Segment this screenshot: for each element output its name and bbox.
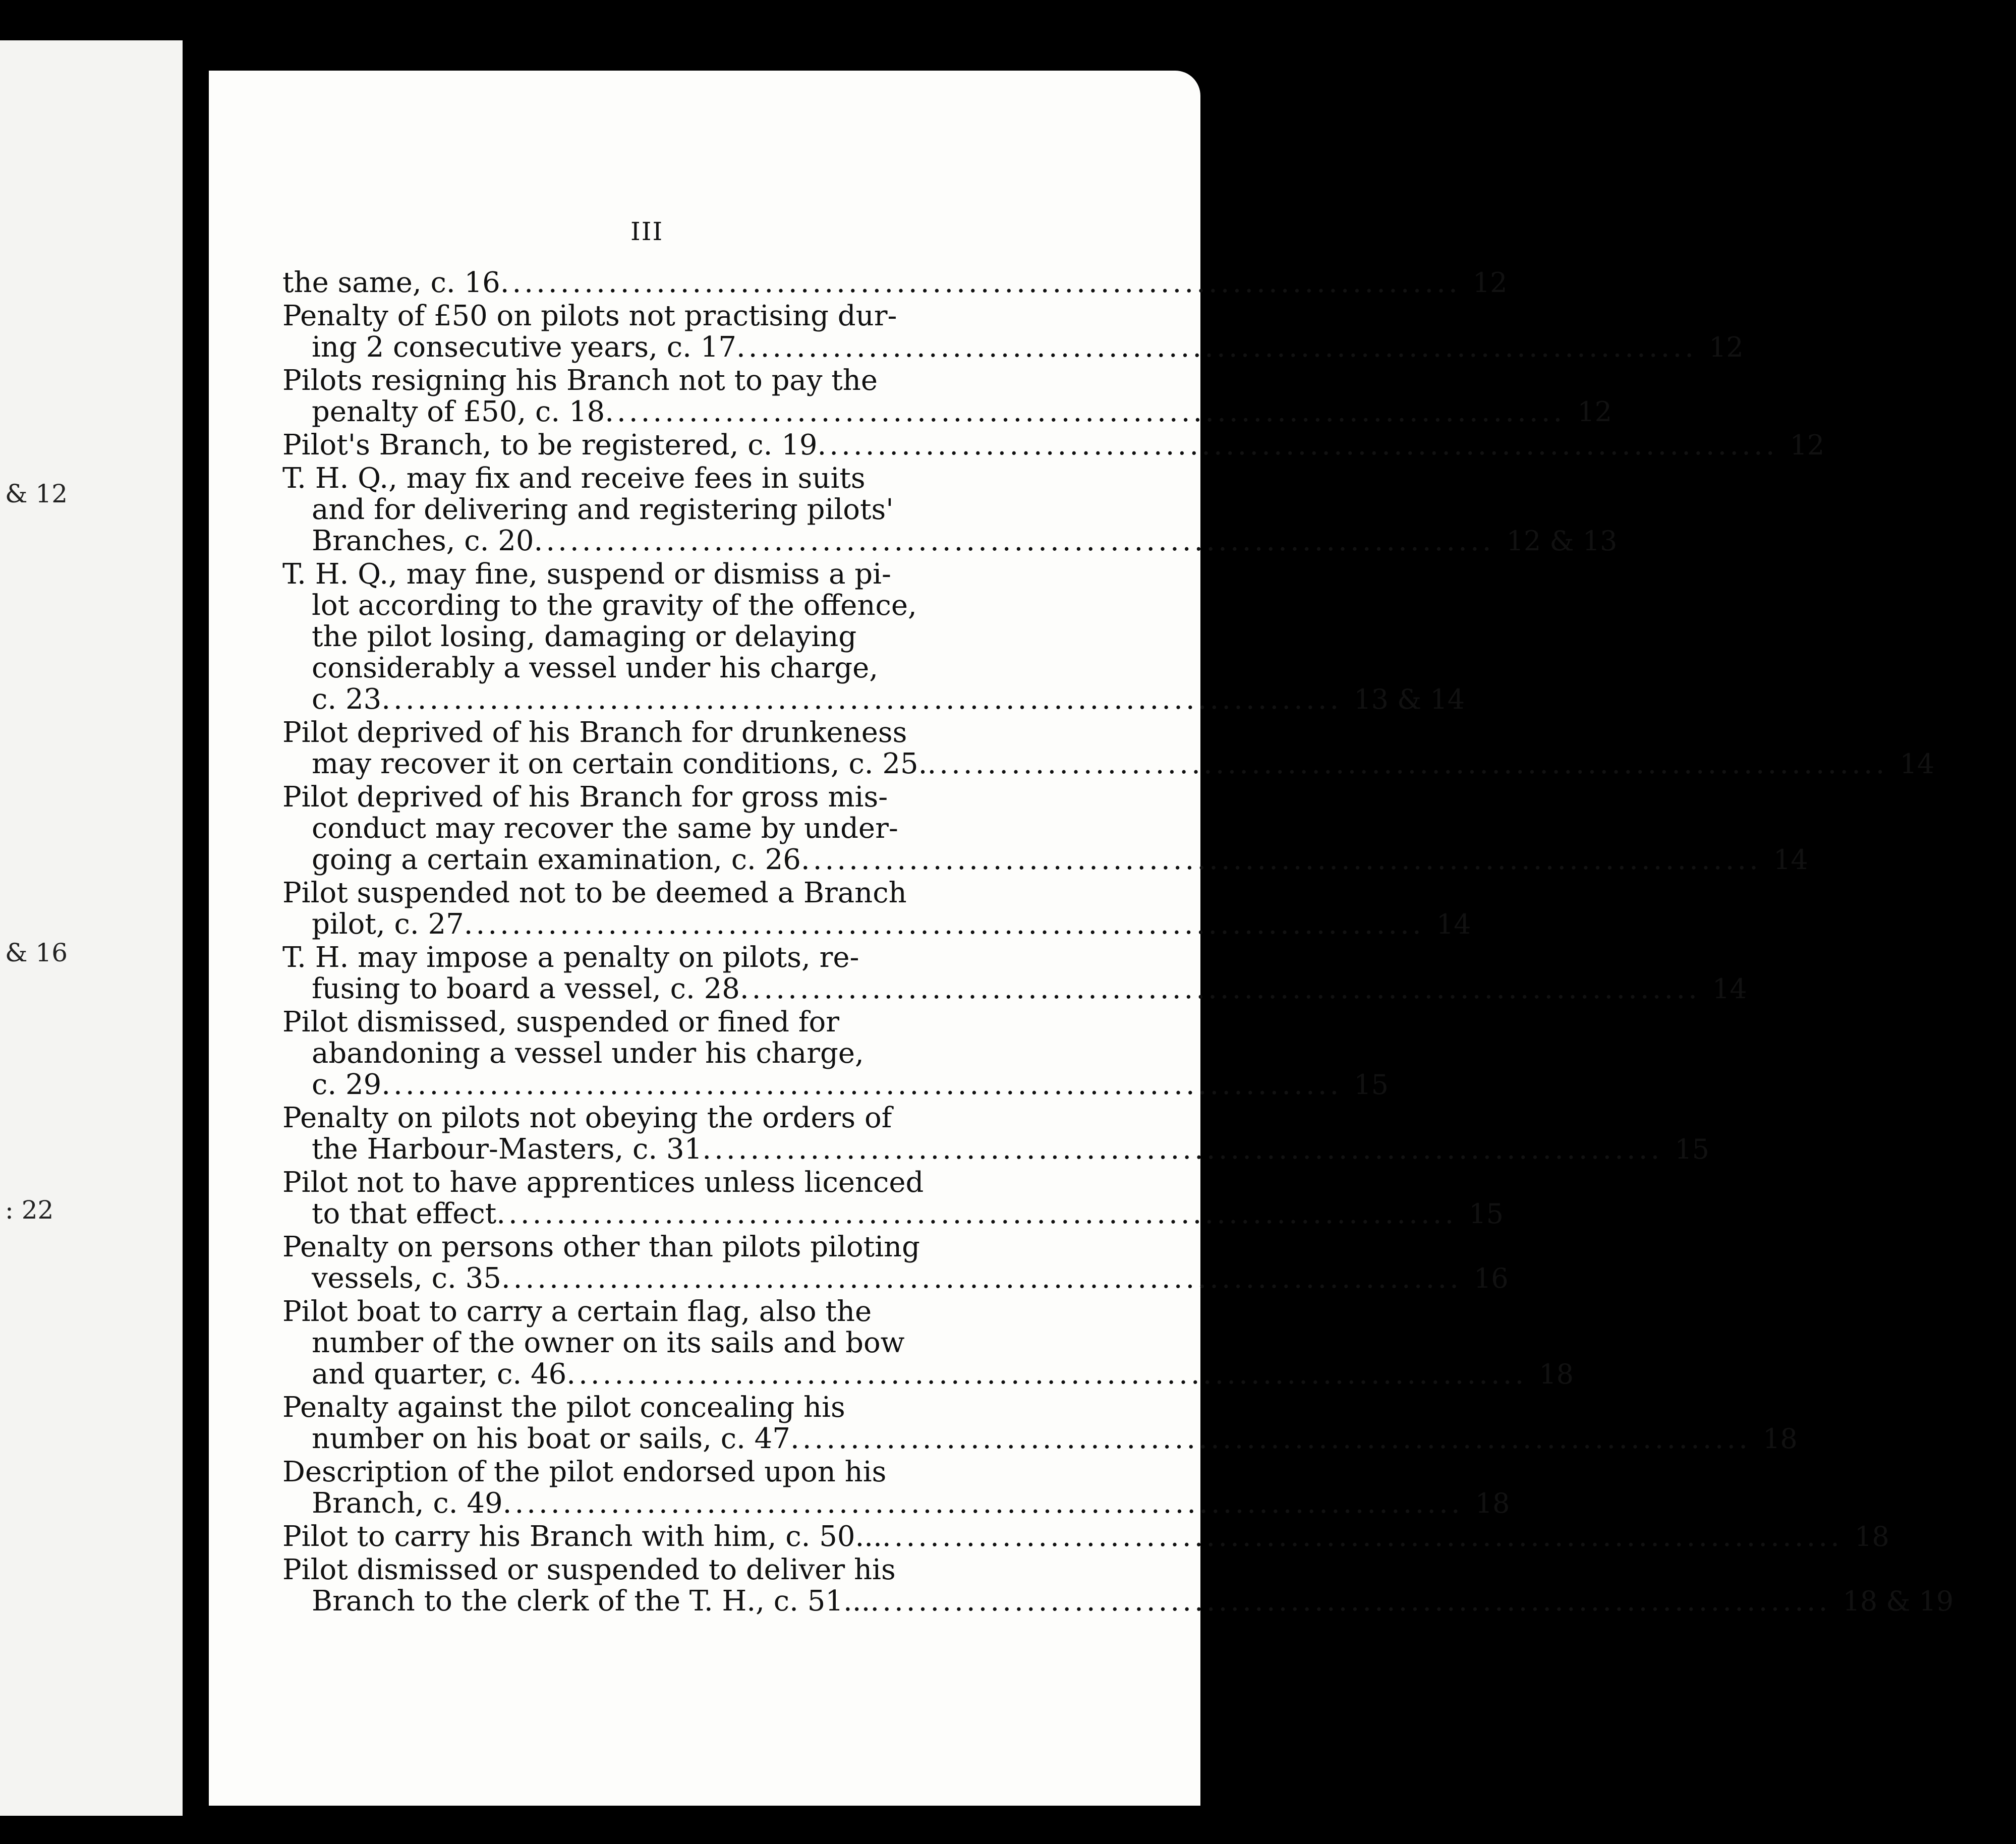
leader-dots: ................................................................................ [702,1133,1663,1166]
entry-text [282,782,1761,876]
entry-text [282,1007,1342,1101]
leader-dots: ................................................................................ [736,331,1697,364]
entry-line: Pilot boat to carry a certain flag, also the [282,1295,872,1328]
entry-page-ref: 14 [1773,844,1808,876]
leader-dots: ................................................................................ [790,1422,1751,1455]
entry-line: may recover it on certain conditions, c. 25................................................................................. [312,747,1888,780]
entry-line: c. 29................................................................................ [312,1068,1342,1101]
leader-dots: ................................................................................ [381,1068,1342,1101]
index-entry [282,877,1471,941]
entry-line: number of the owner on its sails and bow [312,1327,905,1359]
index-entry [282,1295,1574,1391]
entry-page-ref: 12 [1472,267,1508,299]
leader-dots: ................................................................................ [817,429,1778,462]
entry-page-ref: 15 [1469,1198,1504,1230]
leader-dots: ................................................................................ [882,1520,1842,1553]
entry-line: and quarter, c. 46................................................................................ [312,1358,1527,1391]
entry-text [282,463,1494,557]
index-entry [282,462,1618,557]
entry-text [282,365,1565,428]
leader-dots: ................................................................................ [502,1487,1463,1520]
entry-line: Penalty of £50 on pilots not practising dur- [282,300,897,332]
leader-dots: ................................................................................ [927,747,1888,780]
entry-page-ref: 15 [1675,1133,1710,1165]
entry-line: Branch to the clerk of the T. H., c. 51................................................................................... [312,1585,1831,1618]
entry-line: Penalty against the pilot concealing his [282,1391,845,1424]
entry-text [282,1392,1751,1455]
entry-page-ref: 18 & 19 [1842,1585,1954,1617]
entry-text [282,267,1461,299]
entry-line: number on his boat or sails, c. 47................................................................................ [312,1422,1751,1455]
entry-line: lot according to the gravity of the offence, [312,589,917,622]
index-entry [282,716,1935,780]
entry-text [282,1296,1527,1390]
entry-line: the Harbour-Masters, c. 31................................................................................ [312,1133,1663,1166]
index-entry [282,1456,1510,1520]
entry-line: T. H. Q., may fine, suspend or dismiss a pi- [282,558,891,591]
entry-line: abandoning a vessel under his charge, [312,1037,864,1070]
index-entry [282,300,1744,364]
entry-line: Pilot suspended not to be deemed a Branch [282,877,907,909]
entry-line: T. H. Q., may fix and receive fees in suits [282,462,866,495]
leader-dots: ................................................................................ [496,1197,1457,1230]
entry-line: Pilot deprived of his Branch for drunkeness [282,716,907,749]
index-entry [282,1102,1710,1166]
entry-text [282,1554,1830,1617]
leader-dots: ................................................................................ [501,1262,1462,1295]
entry-line: Branches, c. 20................................................................................ [312,525,1494,557]
entry-text [282,878,1424,940]
entry-page-ref: 14 [1899,748,1935,780]
index-entry [282,1553,1954,1618]
entry-line: Branch, c. 49................................................................................ [312,1487,1463,1520]
entry-page-ref: 18 [1475,1487,1510,1519]
leader-dots: ................................................................................ [566,1358,1527,1391]
entry-text [282,717,1888,780]
entry-line: fusing to board a vessel, c. 28................................................................................ [312,972,1700,1005]
entry-line: Description of the pilot endorsed upon his [282,1456,887,1488]
index-entry [282,941,1747,1005]
entry-text [282,301,1697,363]
entry-page-ref: 12 [1790,429,1825,461]
entry-line: Penalty on persons other than pilots piloting [282,1231,920,1263]
book-gutter [183,0,209,1844]
leader-dots: ................................................................................ [605,395,1566,428]
entry-page-ref: 15 [1354,1069,1389,1101]
index-entry [282,429,1825,462]
entry-line: Pilot to carry his Branch with him, c. 50................................................................................... [282,1520,1842,1553]
index-entry [282,781,1808,876]
entry-line: considerably a vessel under his charge, [312,652,879,684]
leader-dots: ................................................................................ [381,683,1342,716]
entry-line: c. 23................................................................................ [312,683,1342,716]
left-page-fragment: & 16 [5,938,68,967]
entry-page-ref: 12 & 13 [1506,525,1618,557]
entry-line: conduct may recover the same by under- [312,812,898,845]
entry-line: penalty of £50, c. 18................................................................................ [312,395,1566,428]
entry-page-ref: 13 & 14 [1354,683,1465,715]
entry-line: vessels, c. 35................................................................................ [312,1262,1462,1295]
entry-line: Penalty on pilots not obeying the orders of [282,1102,892,1134]
index-entry [282,364,1612,428]
entry-line: and for delivering and registering pilots' [312,493,894,526]
entry-line: T. H. may impose a penalty on pilots, re- [282,941,859,974]
index-entry [282,266,1508,299]
entry-line: ing 2 consecutive years, c. 17................................................................................ [312,331,1697,364]
entry-text [282,559,1342,715]
entry-line: Pilot's Branch, to be registered, c. 19................................................................................ [282,429,1778,462]
entry-line: going a certain examination, c. 26................................................................................ [312,843,1761,876]
entry-text [282,1521,1842,1552]
index-entry [282,1006,1389,1101]
entry-line: Pilot deprived of his Branch for gross mis- [282,781,888,814]
index-entry [282,1166,1504,1230]
entry-page-ref: 18 [1763,1423,1798,1455]
entry-line: to that effect................................................................................ [312,1197,1457,1230]
entry-page-ref: 14 [1712,973,1747,1005]
entry-text [282,1232,1462,1294]
entry-text [282,1167,1457,1230]
entry-line: Pilot not to have apprentices unless licenced [282,1166,924,1199]
entry-page-ref: 16 [1473,1262,1509,1294]
entry-line: Pilot dismissed, suspended or fined for [282,1006,840,1039]
page-number: III [630,217,664,246]
leader-dots: ................................................................................ [739,972,1700,1005]
leader-dots: ................................................................................ [800,843,1761,876]
entry-page-ref: 14 [1436,908,1471,940]
left-page-fragment: & 12 [5,479,68,508]
entry-page-ref: 12 [1577,396,1612,428]
index-entries [282,266,1954,1619]
left-page [0,40,183,1816]
entry-line: pilot, c. 27................................................................................ [312,908,1424,941]
index-entry [282,1391,1798,1455]
index-entry [282,558,1465,716]
index-entry [282,1520,1889,1553]
entry-line: the same, c. 16................................................................................ [282,266,1461,299]
index-entry [282,1231,1509,1295]
entry-line: Pilots resigning his Branch not to pay the [282,364,878,397]
leader-dots: ................................................................................ [534,525,1494,557]
entry-page-ref: 12 [1709,331,1744,363]
entry-page-ref: 18 [1854,1521,1889,1552]
entry-page-ref: 18 [1539,1358,1574,1390]
entry-text [282,942,1700,1005]
entry-text [282,430,1778,461]
entry-line: Pilot dismissed or suspended to deliver his [282,1553,896,1586]
leader-dots: ................................................................................ [464,908,1424,941]
leader-dots: ................................................................................ [500,266,1461,299]
entry-text [282,1457,1463,1519]
entry-text [282,1103,1662,1165]
leader-dots: ................................................................................ [870,1585,1831,1618]
left-page-fragment: : 22 [5,1195,54,1225]
entry-line: the pilot losing, damaging or delaying [312,620,857,653]
